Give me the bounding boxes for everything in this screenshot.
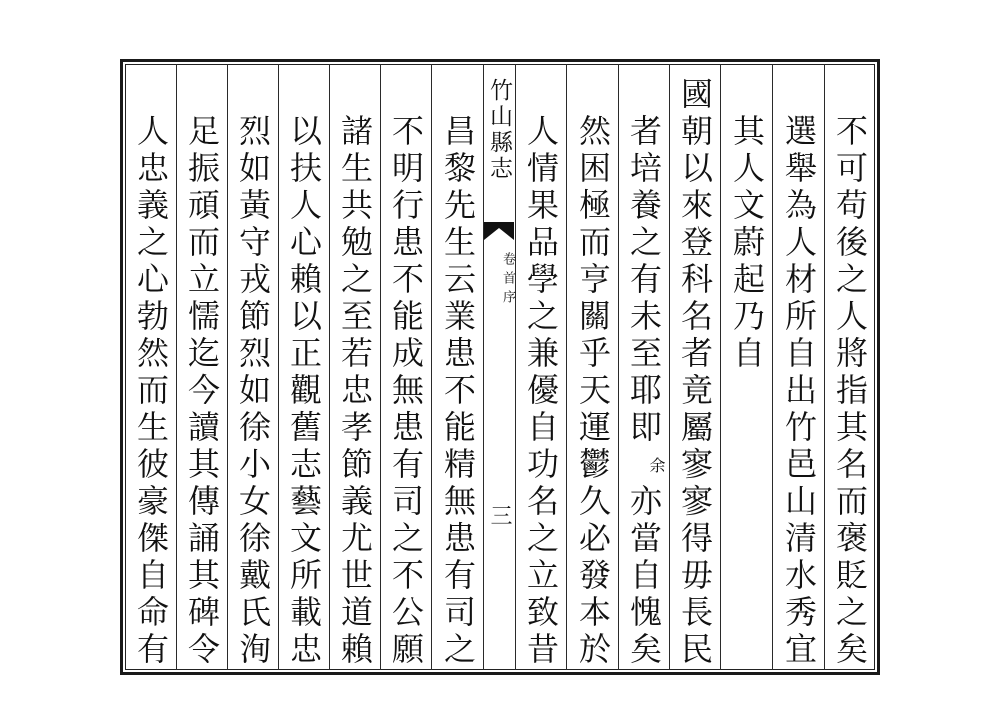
text-column-5: [618, 64, 669, 670]
text-column-10: 諸生共勉之至若忠孝節義尤世道賴: [336, 114, 374, 669]
text-column-9: 不明行患不能成無患有司之不公願: [387, 114, 425, 669]
page-number: 三: [487, 504, 512, 526]
text-column-3: 其人文蔚起乃自: [728, 114, 766, 373]
text-column-6: 然困極而亨關乎天運鬱久必發本於: [574, 114, 612, 669]
text-column-4-elevated: 國朝以來登科名者竟屬寥寥得毋長民: [676, 77, 714, 669]
column-5-text-after: 亦當自愧矣: [625, 484, 663, 669]
text-column-14: 人忠義之心勃然而生彼豪傑自命有: [132, 114, 170, 669]
text-column-13: 足振頑而立懦迄今讀其傳誦其碑令: [183, 114, 221, 669]
text-column-11: 以扶人心賴以正觀舊志藝文所載忠: [285, 114, 323, 669]
column-5-text-before: 者培養之有未至耶即: [625, 114, 663, 447]
text-column-7: 人情果品學之兼優自功名之立致昔: [522, 114, 560, 669]
interlinear-note: 余: [647, 457, 666, 473]
section-label: 卷首序: [500, 252, 515, 309]
fold-center-column: [483, 64, 515, 670]
text-column-12: 烈如黃守戎節烈如徐小女徐戴氏洵: [234, 114, 272, 669]
book-title: 竹山縣志: [486, 78, 512, 182]
text-column-8: 昌黎先生云業患不能精無患有司之: [439, 114, 477, 669]
text-column-1: 不可苟後之人將指其名而褒貶之矣: [831, 114, 869, 669]
fishtail-mark-icon: [483, 221, 515, 241]
text-column-2: 選舉為人材所自出竹邑山清水秀宜: [780, 114, 818, 669]
